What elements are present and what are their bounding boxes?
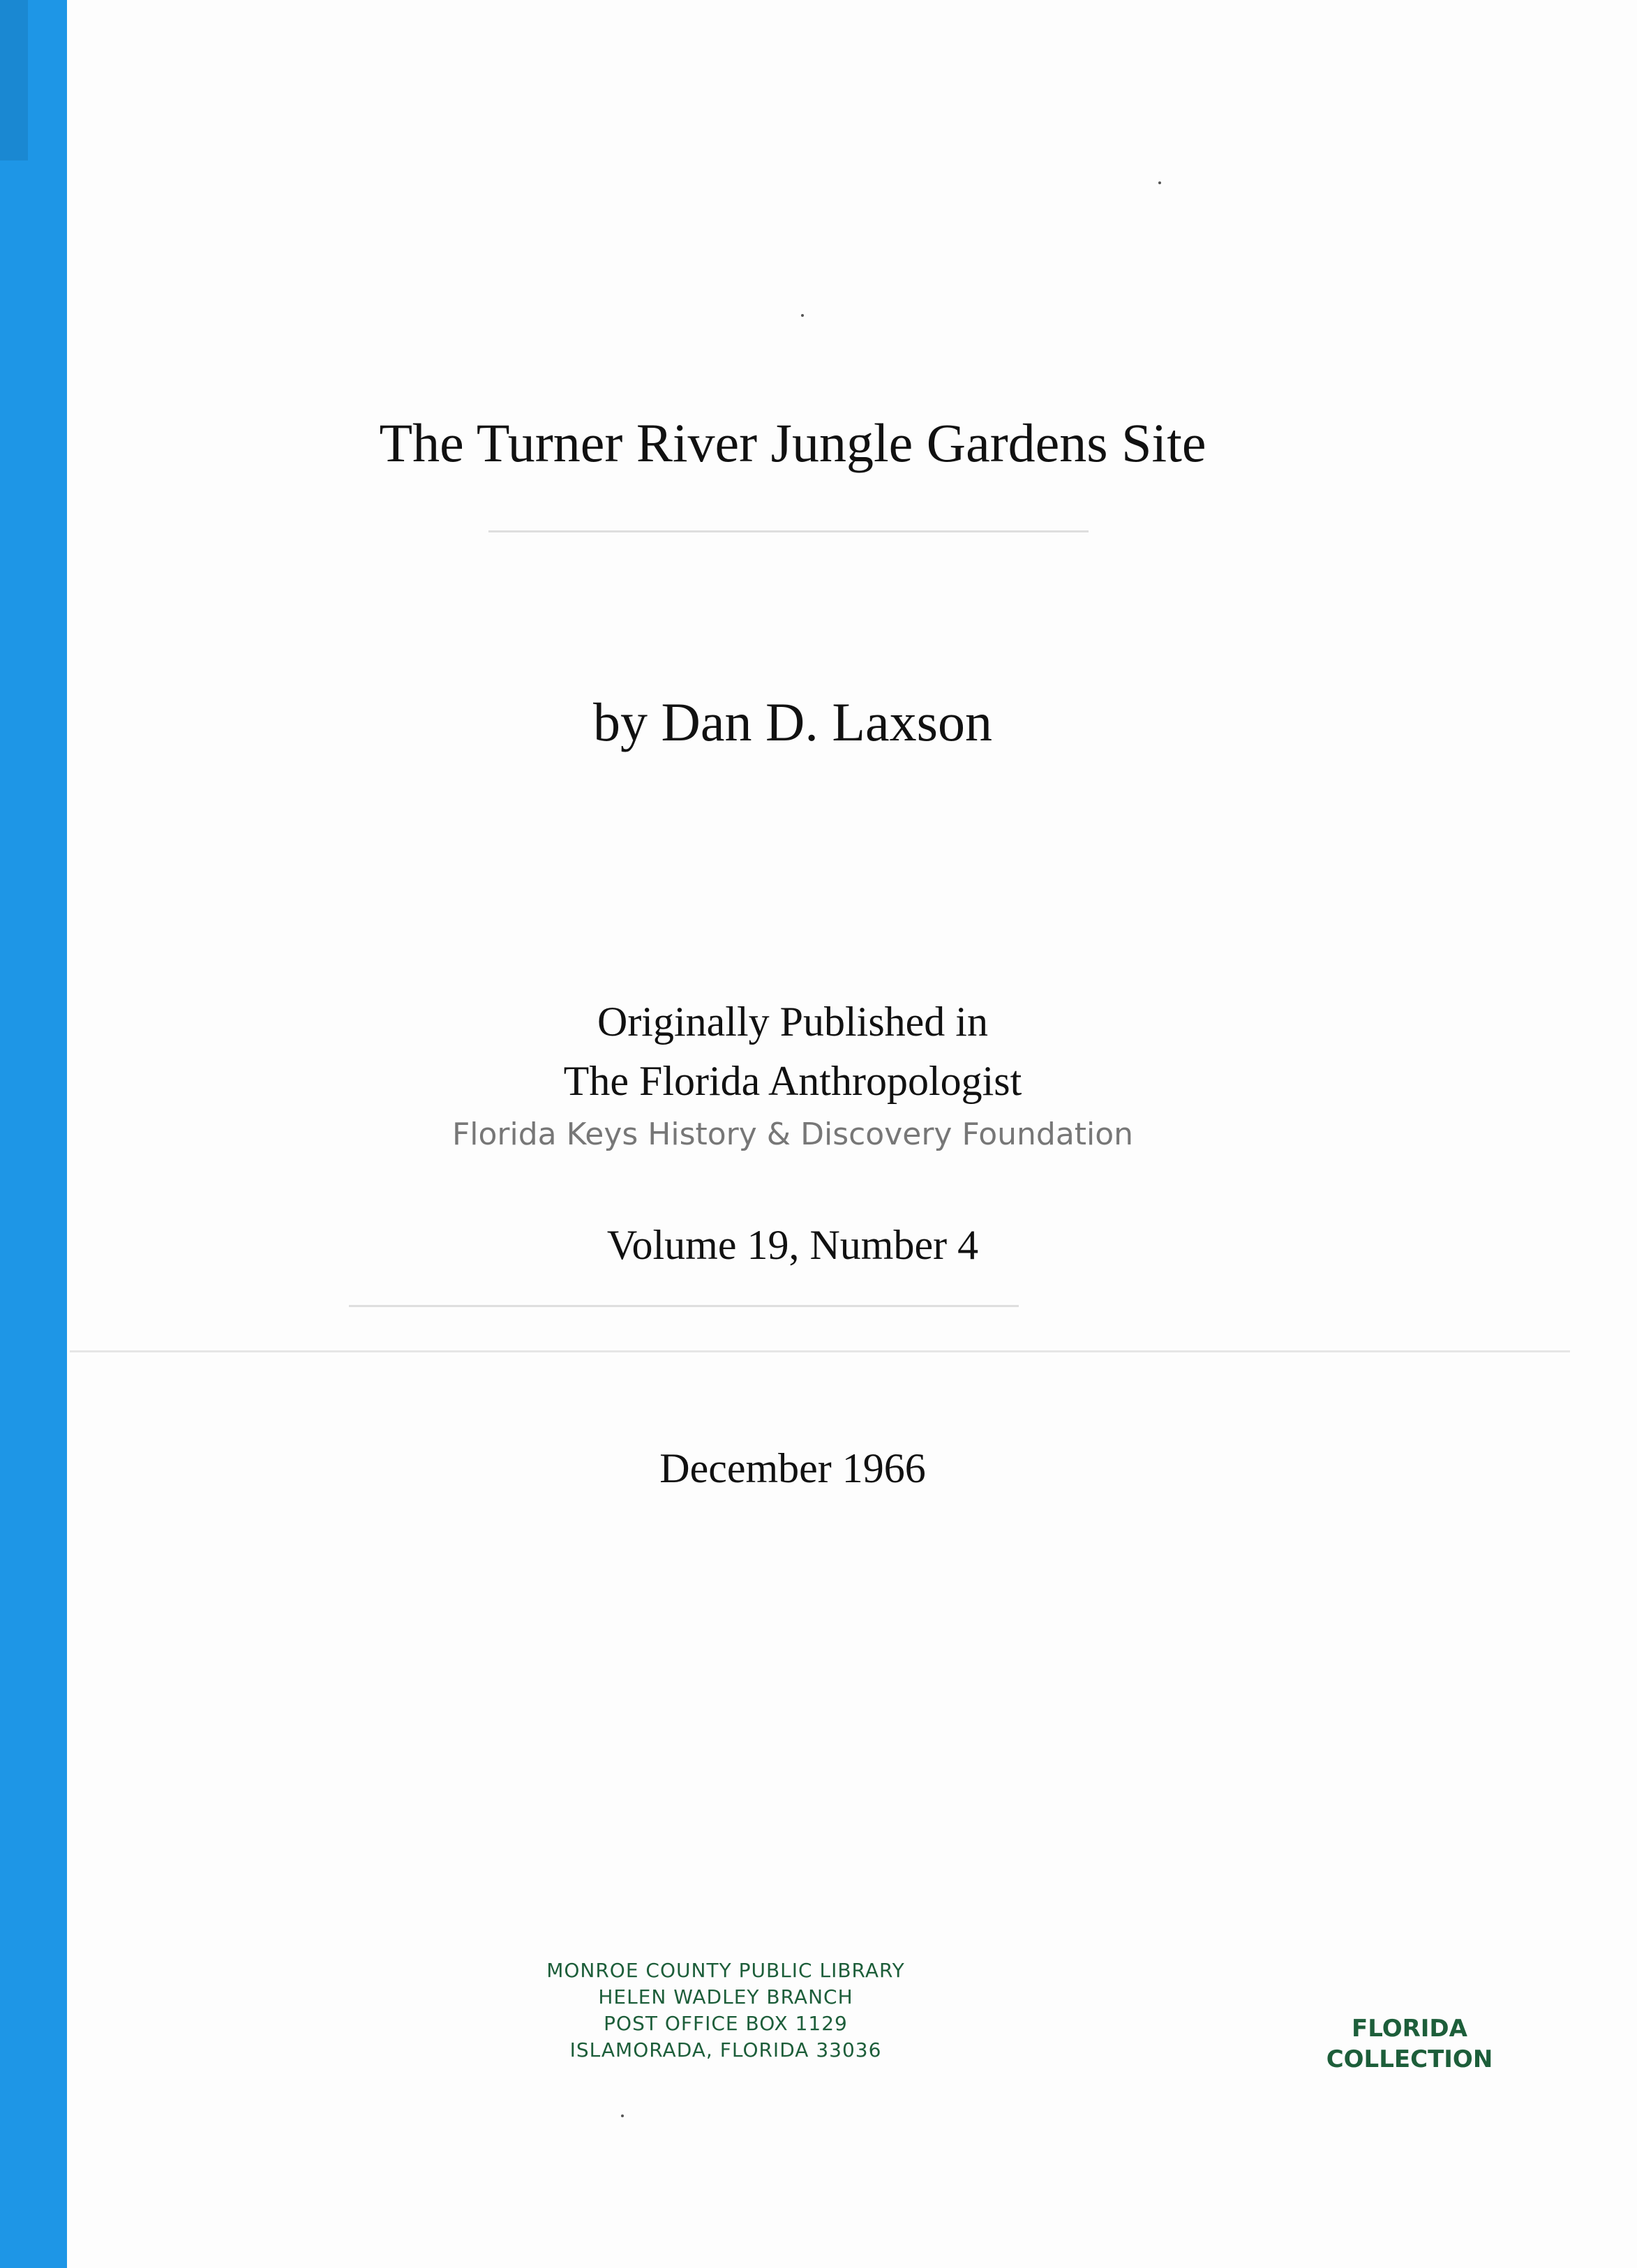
author-line: by Dan D. Laxson: [593, 692, 992, 752]
florida-collection-stamp: [1319, 2013, 1500, 2075]
blue-page-edge: [0, 0, 67, 2268]
paper-speck: [801, 314, 804, 317]
stamp-line: MONROE COUNTY PUBLIC LIBRARY: [546, 1959, 905, 1982]
stamp-line: COLLECTION: [1326, 2045, 1493, 2073]
paper-speck: [1158, 181, 1161, 184]
paper-speck: [621, 2114, 624, 2117]
stamp-line: FLORIDA: [1352, 2015, 1467, 2043]
show-through-rule: [70, 1350, 1570, 1352]
show-through-rule: [488, 530, 1089, 532]
show-through-rule: [349, 1305, 1019, 1307]
blue-edge-tab: [0, 0, 28, 161]
stamp-line: ISLAMORADA, FLORIDA 33036: [569, 2038, 882, 2061]
stamp-line: HELEN WADLEY BRANCH: [598, 1985, 853, 2008]
document-title: The Turner River Jungle Gardens Site: [379, 412, 1206, 473]
volume-number: Volume 19, Number 4: [606, 1222, 979, 1268]
library-stamp: [530, 1957, 921, 2064]
publication-line: Originally Published in: [597, 999, 988, 1045]
foundation-watermark: Florida Keys History & Discovery Foundation: [451, 1117, 1134, 1152]
publication-date: December 1966: [659, 1445, 926, 1491]
stamp-line: POST OFFICE BOX 1129: [604, 2012, 848, 2035]
journal-name: The Florida Anthropologist: [563, 1058, 1022, 1104]
